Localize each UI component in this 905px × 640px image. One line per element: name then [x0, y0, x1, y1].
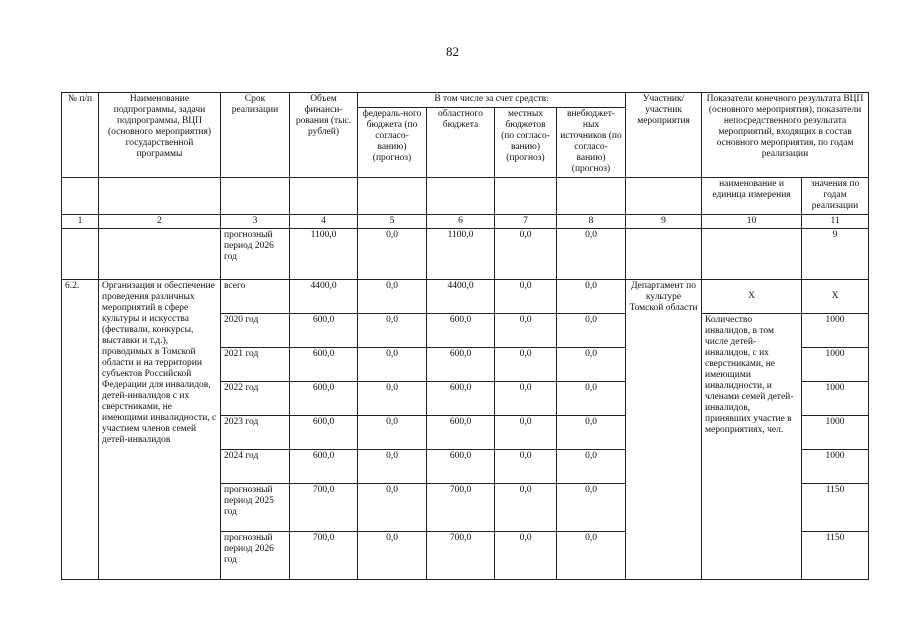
- column-number: 11: [802, 215, 869, 229]
- header-spacer: [221, 178, 290, 215]
- cell-regional: 600,0: [427, 314, 495, 348]
- header-col-extra: внебюджет-ных источников (по согласо-ванию) (прогноз): [557, 108, 626, 178]
- header-col-regional: областного бюджета: [427, 108, 495, 178]
- header-spacer: [290, 178, 358, 215]
- cell-period: 2024 год: [221, 450, 290, 484]
- cell-regional: 700,0: [427, 484, 495, 532]
- cell-local: 0,0: [495, 229, 557, 280]
- cell-federal: 0,0: [358, 382, 427, 416]
- header-spacer: [62, 178, 99, 215]
- cell-regional: 600,0: [427, 382, 495, 416]
- cell-local: 0,0: [495, 314, 557, 348]
- header-spacer: [358, 178, 427, 215]
- header-col-volume: Объем финанси-рования (тыс. рублей): [290, 93, 358, 178]
- cell-volume: 600,0: [290, 348, 358, 382]
- cell-volume: 600,0: [290, 450, 358, 484]
- cell-extra: 0,0: [557, 280, 626, 314]
- cell-local: 0,0: [495, 280, 557, 314]
- cell-volume: 600,0: [290, 382, 358, 416]
- header-spacer: [626, 178, 702, 215]
- header-spacer: [427, 178, 495, 215]
- cell-federal: 0,0: [358, 532, 427, 580]
- cell-indicator-value: 1150: [802, 532, 869, 580]
- cell-regional: 4400,0: [427, 280, 495, 314]
- cell-local: 0,0: [495, 416, 557, 450]
- cell-local: 0,0: [495, 532, 557, 580]
- column-number: 7: [495, 215, 557, 229]
- cell-extra: 0,0: [557, 484, 626, 532]
- column-number: 9: [626, 215, 702, 229]
- program-table: [61, 92, 869, 580]
- header-group-indicators: Показатели конечного результата ВЦП (основного мероприятия), показатели непосредственного результата мероприятий, входящих в состав основного мероприятия, по годам реализации: [702, 93, 869, 178]
- cell-regional: 600,0: [427, 450, 495, 484]
- cell-regional: 600,0: [427, 416, 495, 450]
- cell-extra: 0,0: [557, 348, 626, 382]
- header-col-participant: Участник/ участник мероприятия: [626, 93, 702, 178]
- cell-period: 2023 год: [221, 416, 290, 450]
- header-group-funds: В том числе за счет средств:: [358, 93, 626, 108]
- table-row: [62, 280, 869, 314]
- column-number: 6: [427, 215, 495, 229]
- item-name: Организация и обеспечение проведения различных мероприятий в сфере культуры и искусства (фестивали, конкурсы, выставки и т.д.), проводимых в Томской области и на территории субъектов Российской Федерации для инвалидов, детей-инвалидов с их сверстниками, не имеющими инвалидности, с участием членов семей детей-инвалидов: [99, 280, 221, 580]
- cell-period: всего: [221, 280, 290, 314]
- cell-indicator-value: 1000: [802, 314, 869, 348]
- header-col-indicator-values: значения по годам реализации: [802, 178, 869, 215]
- column-number: 5: [358, 215, 427, 229]
- cell-period: прогнозный период 2026 год: [221, 532, 290, 580]
- cell-indicator-value: 1000: [802, 416, 869, 450]
- cell-period: 2021 год: [221, 348, 290, 382]
- cell-extra: 0,0: [557, 229, 626, 280]
- cell-volume: 700,0: [290, 484, 358, 532]
- item-participant: Департамент по культуре Томской области: [626, 280, 702, 580]
- cell-extra: 0,0: [557, 382, 626, 416]
- cell-indicator-value: 1000: [802, 348, 869, 382]
- cell-federal: 0,0: [358, 484, 427, 532]
- cell-extra: 0,0: [557, 416, 626, 450]
- cell-period: 2020 год: [221, 314, 290, 348]
- cell-empty: [99, 229, 221, 280]
- cell-extra: 0,0: [557, 532, 626, 580]
- cell-indicator-name-total: Х: [702, 280, 802, 314]
- header-col-number: № п/п: [62, 93, 99, 178]
- cell-local: 0,0: [495, 348, 557, 382]
- cell-indicator-name: Количество инвалидов, в том числе детей-инвалидов, с их сверстниками, не имеющими инвалидности, и членами семей детей-инвалидов, принявших участие в мероприятиях, чел.: [702, 314, 802, 580]
- cell-volume: 600,0: [290, 314, 358, 348]
- header-col-local: местных бюджетов (по согласо-ванию) (прогноз): [495, 108, 557, 178]
- column-number: 4: [290, 215, 358, 229]
- cell-period: прогнозный период 2025 год: [221, 484, 290, 532]
- cell-volume: 600,0: [290, 416, 358, 450]
- cell-volume: 700,0: [290, 532, 358, 580]
- cell-local: 0,0: [495, 450, 557, 484]
- cell-regional: 600,0: [427, 348, 495, 382]
- cell-extra: 0,0: [557, 314, 626, 348]
- cell-local: 0,0: [495, 382, 557, 416]
- cell-federal: 0,0: [358, 348, 427, 382]
- cell-empty: [626, 229, 702, 280]
- header-spacer: [99, 178, 221, 215]
- cell-indicator-value: 9: [802, 229, 869, 280]
- cell-federal: 0,0: [358, 450, 427, 484]
- cell-regional: 1100,0: [427, 229, 495, 280]
- column-number: 1: [62, 215, 99, 229]
- item-number: 6.2.: [62, 280, 99, 580]
- column-number: 8: [557, 215, 626, 229]
- header-col-period: Срок реализации: [221, 93, 290, 178]
- header-spacer: [495, 178, 557, 215]
- cell-regional: 700,0: [427, 532, 495, 580]
- header-spacer: [557, 178, 626, 215]
- cell-federal: 0,0: [358, 229, 427, 280]
- header-col-federal: федераль-ного бюджета (по согласо-ванию) (прогноз): [358, 108, 427, 178]
- cell-period: 2022 год: [221, 382, 290, 416]
- cell-federal: 0,0: [358, 416, 427, 450]
- cell-volume: 4400,0: [290, 280, 358, 314]
- cell-empty: [62, 229, 99, 280]
- cell-local: 0,0: [495, 484, 557, 532]
- table-row: [62, 229, 869, 280]
- header-col-name: Наименование подпрограммы, задачи подпрограммы, ВЦП (основного мероприятия) государственной программы: [99, 93, 221, 178]
- cell-federal: 0,0: [358, 280, 427, 314]
- column-number: 10: [702, 215, 802, 229]
- cell-empty: [702, 229, 802, 280]
- cell-extra: 0,0: [557, 450, 626, 484]
- page-number: 82: [446, 44, 459, 59]
- column-number: 3: [221, 215, 290, 229]
- cell-indicator-value: 1000: [802, 382, 869, 416]
- cell-indicator-value: 1000: [802, 450, 869, 484]
- cell-indicator-value: 1150: [802, 484, 869, 532]
- cell-period: прогнозный период 2026 год: [221, 229, 290, 280]
- cell-federal: 0,0: [358, 314, 427, 348]
- header-col-indicator-name: наименование и единица измерения: [702, 178, 802, 215]
- cell-volume: 1100,0: [290, 229, 358, 280]
- cell-indicator-value-total: Х: [802, 280, 869, 314]
- column-number: 2: [99, 215, 221, 229]
